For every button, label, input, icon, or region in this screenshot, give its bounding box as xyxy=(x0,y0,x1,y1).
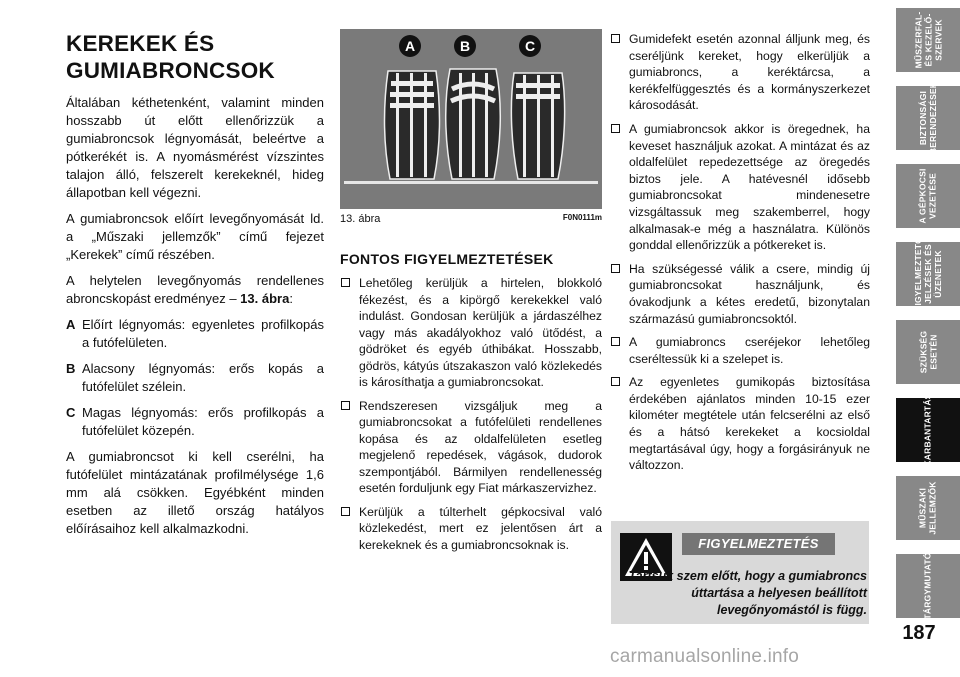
tab-label: MŰSZERFAL- ÉS KEZELŐ- SZERVEK xyxy=(913,11,943,69)
figure-reference: 13. ábra xyxy=(240,291,290,306)
paragraph-pressure xyxy=(66,272,324,308)
list-key: B xyxy=(66,361,76,376)
warning-title: FIGYELMEZTETÉS xyxy=(682,533,835,555)
bullet-text: Rendszeresen vizsgáljuk meg a gumiabroncsokat a futófelületi rendellenes kopása és az oldalfelületen esetleg megjelenő repedések, vágások, dudorok szempontjából. Bármilyen rendellenesség esetén forduljunk egy Fiat márkaszervizhez. xyxy=(359,398,602,495)
chapter-tabs xyxy=(896,0,960,620)
section-title-line2: GUMIABRONCSOK xyxy=(66,58,275,83)
tab-muszerfal[interactable] xyxy=(896,8,960,72)
tab-vezetes[interactable] xyxy=(896,164,960,228)
checkbox-bullet-icon xyxy=(611,124,620,133)
checkbox-bullet-icon xyxy=(341,401,350,410)
figure-caption: 13. ábra xyxy=(340,213,381,225)
tab-label: A GÉPKOCSI VEZETÉSE xyxy=(918,168,938,224)
column-middle xyxy=(340,0,602,560)
bullet-item xyxy=(340,504,602,554)
tire-label-a: A xyxy=(404,38,416,54)
checkbox-bullet-icon xyxy=(611,377,620,386)
list-item-c xyxy=(66,404,324,440)
warning-box xyxy=(611,521,869,624)
bullet-text: A gumiabroncsok akkor is öregednek, ha keveset használjuk azokat. A mintázat és az oldalfelület repedezettsége az öregedés biztos jele. A hatévesnél idősebb gumiabroncsokat mindenesetre vizsgáltassuk meg szakemberrel, hogy alkalmasak-e még a használatra. Különös gonddal ellenőrizzük a pótkereket is. xyxy=(629,121,870,253)
bullet-item xyxy=(340,275,602,391)
bullet-item xyxy=(610,334,870,367)
bullet-text: Kerüljük a túlterhelt gépkocsival való közlekedést, mert ez jelentősen árt a kerekeknek és a gumiabroncsoknak is. xyxy=(359,504,602,552)
tab-label: MŰSZAKI JELLEMZŐK xyxy=(918,481,938,535)
bullet-item xyxy=(610,374,870,474)
tab-label: KARBANTARTÁS xyxy=(923,393,934,467)
tab-karbantartas[interactable] xyxy=(896,393,960,467)
checkbox-bullet-icon xyxy=(611,34,620,43)
list-key: C xyxy=(66,405,76,420)
bullet-text: A gumiabroncs cseréjekor lehetőleg cseréltessük ki a szelepet is. xyxy=(629,335,870,366)
list-item-a xyxy=(66,316,324,352)
figure-code: F0N0111m xyxy=(562,213,602,222)
paragraph-reference: A gumiabroncsok előírt levegőnyomását ld. a „Műszaki jellemzők” című fejezet „Kerekek” című részében. xyxy=(66,211,324,262)
checkbox-bullet-icon xyxy=(341,278,350,287)
warnings-heading: FONTOS FIGYELMEZTETÉSEK xyxy=(340,251,554,267)
tire-wear-figure xyxy=(340,29,602,209)
tire-b-icon xyxy=(446,69,501,179)
checkbox-bullet-icon xyxy=(341,507,350,516)
tab-targymutato[interactable] xyxy=(896,554,960,618)
list-key: A xyxy=(66,317,76,332)
section-title-line1: KEREKEK ÉS xyxy=(66,31,215,56)
page-number: 187 xyxy=(902,622,936,644)
bullet-text: Ha szükségessé válik a csere, mindig új gumiabroncsokat használjunk, és óvakodjunk a kétes eredetű, bizonytalan származású gumiabroncsoktól. xyxy=(629,261,870,326)
paragraph-pressure-text: A helytelen levegőnyomás rendellenes abroncskopást eredményez – xyxy=(66,273,324,306)
list-item-b xyxy=(66,360,324,396)
tab-label: TÁRGYMUTATÓ xyxy=(923,552,934,620)
bullet-text: Gumidefekt esetén azonnal álljunk meg, és cseréljünk kereket, hogy elkerüljük a gumiabroncs, a keréktárcsa, a kerékfelfüggesztés és a kormányszerkezet károsodását. xyxy=(629,32,870,113)
bullet-item xyxy=(610,31,870,114)
bullet-text: Lehetőleg kerüljük a hirtelen, blokkoló fékezést, és a kipörgő kerekekkel való indulást. Gondosan kerüljük a járdaszélhez vagy más akadályokhoz való ütődést, a gödröket és egyéb úthibákat. Hosszabb, gödrös, kátyús útszakaszon való közlekedés is károsíthatja a gumiabroncsokat. xyxy=(359,276,602,389)
tire-wear-illustration xyxy=(340,29,602,209)
tab-biztonsagi[interactable] xyxy=(896,81,960,155)
paragraph-pressure-end: : xyxy=(289,291,293,306)
tab-label: SZÜKSÉG ESETÉN xyxy=(918,330,938,374)
list-text: Magas légnyomás: erős profilkopás a futófelület közepén. xyxy=(82,405,324,438)
tab-szukseg[interactable] xyxy=(896,320,960,384)
checkbox-bullet-icon xyxy=(611,264,620,273)
bullet-item xyxy=(610,121,870,254)
list-text: Alacsony légnyomás: erős kopás a futófelület szélein. xyxy=(82,361,324,394)
bullet-text: Az egyenletes gumikopás biztosítása érdekében ajánlatos minden 10-15 ezer kilométer megtétele után felcserélni az első és a hátsó kerekeket a kocsioldal megtartásával úgy, hogy a forgásirányuk ne változzon. xyxy=(629,375,870,473)
section-title xyxy=(66,30,324,84)
column-right xyxy=(610,31,870,481)
list-text: Előírt légnyomás: egyenletes profilkopás a futófelületen. xyxy=(82,317,324,350)
tab-label: BIZTONSÁGI BERENDEZÉSEK xyxy=(918,81,938,155)
watermark: carmanualsonline.info xyxy=(610,646,800,667)
warning-text: Tartsuk szem előtt, hogy a gumiabroncs úttartása a helyesen beállított levegőnyomástól is függ. xyxy=(628,569,867,617)
tab-figyelmezteto[interactable] xyxy=(896,237,960,311)
paragraph-intro: Általában kéthetenként, valamint minden hosszabb út előtt ellenőrizzük a gumiabroncsok légnyomását, beleértve a pótkerékét is. A nyomásmérést vízszintes talajon álló, felszerelt kerekeknél, hideg állapotban kell végezni. xyxy=(66,95,324,200)
tire-a-icon xyxy=(385,71,440,179)
paragraph-replacement: A gumiabroncsot ki kell cserélni, ha futófelület mintázatának profilmélysége 1,6 mm alá csökken. Egyébként minden esetben az illető ország hatályos előírásaihoz kell alkalmazkodni. xyxy=(66,449,324,536)
bullet-item xyxy=(340,398,602,497)
tab-muszaki[interactable] xyxy=(896,476,960,540)
tab-label: FIGYELMEZTETŐ JELZÉSEK ÉS ÜZENETEK xyxy=(913,237,943,311)
figure-caption-row xyxy=(340,213,602,225)
bullet-item xyxy=(610,261,870,327)
tire-c-icon xyxy=(511,73,564,179)
tire-label-c: C xyxy=(524,38,536,54)
column-left xyxy=(66,0,324,546)
tire-label-b: B xyxy=(459,38,471,54)
checkbox-bullet-icon xyxy=(611,337,620,346)
